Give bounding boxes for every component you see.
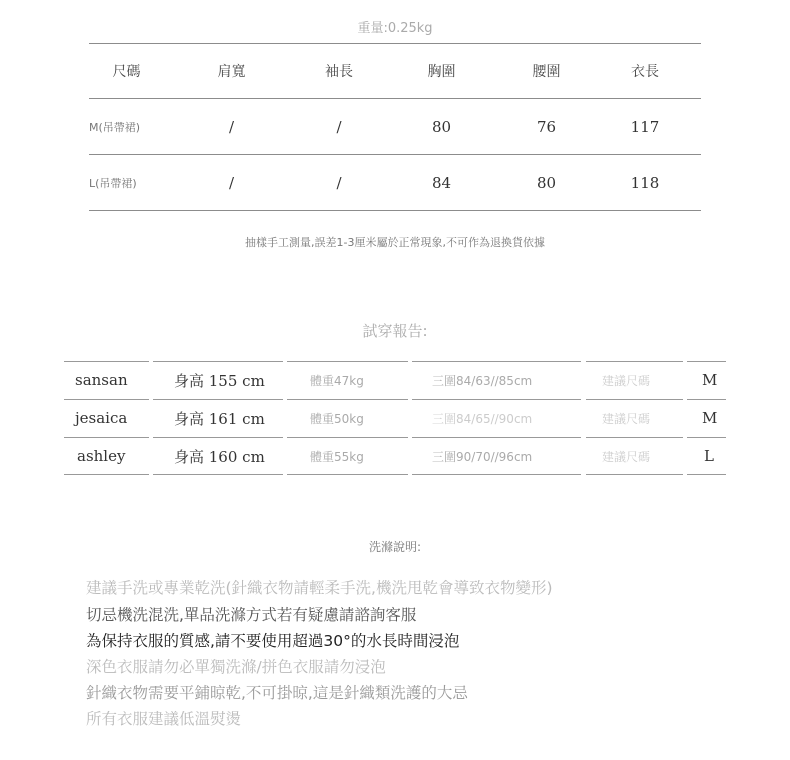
report-suggest-label: 建議尺碼 bbox=[586, 437, 683, 474]
report-weight: 體重47kg bbox=[287, 361, 408, 398]
header-length: 衣長 bbox=[631, 64, 659, 80]
table-row bbox=[89, 99, 701, 155]
row-shoulder: / bbox=[228, 117, 235, 136]
wash-line: 針織衣物需要平鋪晾乾,不可掛晾,這是針織類洗護的大忌 bbox=[86, 684, 468, 702]
report-height: 身高 155 cm bbox=[153, 361, 283, 398]
wash-line: 為保持衣服的質感,請不要使用超過30°的水長時間浸泡 bbox=[86, 632, 460, 650]
report-height: 身高 161 cm bbox=[153, 399, 283, 436]
report-measurements: 三圍84/65//90cm bbox=[412, 399, 581, 436]
row-sleeve: / bbox=[336, 117, 342, 136]
report-title: 試穿報告: bbox=[362, 322, 428, 340]
wash-line: 切忌機洗混洗,單品洗滌方式若有疑慮請諮詢客服 bbox=[86, 606, 417, 624]
row-chest: 84 bbox=[431, 173, 452, 192]
report-size: M bbox=[687, 361, 726, 398]
row-shoulder: / bbox=[228, 173, 235, 192]
header-waist: 腰圍 bbox=[532, 64, 561, 80]
report-measurements: 三圍84/63//85cm bbox=[412, 361, 581, 398]
size-table-header bbox=[89, 44, 701, 99]
row-chest: 80 bbox=[431, 117, 452, 136]
report-size: L bbox=[687, 437, 726, 474]
wash-line: 所有衣服建議低溫熨燙 bbox=[86, 710, 242, 728]
header-sleeve: 袖長 bbox=[325, 64, 353, 80]
report-height: 身高 160 cm bbox=[153, 437, 283, 474]
report-name: ashley bbox=[64, 437, 149, 474]
table-row bbox=[89, 155, 701, 211]
weight-label: 重量:0.25kg bbox=[357, 21, 433, 36]
header-shoulder: 肩寬 bbox=[217, 64, 246, 80]
wash-line: 建議手洗或專業乾洗(針織衣物請輕柔手洗,機洗甩乾會導致衣物變形) bbox=[86, 579, 553, 597]
row-length: 117 bbox=[630, 117, 660, 136]
measure-note: 抽樣手工測量,誤差1-3厘米屬於正常現象,不可作為退換貨依據 bbox=[245, 236, 545, 249]
report-name: jesaica bbox=[64, 399, 149, 436]
wash-title: 洗滌說明: bbox=[368, 540, 422, 554]
report-weight: 體重55kg bbox=[287, 437, 408, 474]
row-size-label: L(吊帶裙) bbox=[89, 176, 137, 190]
row-sleeve: / bbox=[336, 173, 342, 192]
report-measurements: 三圍90/70//96cm bbox=[412, 437, 581, 474]
row-waist: 76 bbox=[536, 117, 557, 136]
row-waist: 80 bbox=[536, 173, 557, 192]
report-size: M bbox=[687, 399, 726, 436]
header-size: 尺碼 bbox=[112, 64, 141, 80]
report-weight: 體重50kg bbox=[287, 399, 408, 436]
header-chest: 胸圍 bbox=[427, 64, 456, 80]
row-length: 118 bbox=[630, 173, 660, 192]
report-suggest-label: 建議尺碼 bbox=[586, 399, 683, 436]
row-size-label: M(吊帶裙) bbox=[89, 120, 141, 134]
wash-line: 深色衣服請勿必單獨洗滌/拼色衣服請勿浸泡 bbox=[86, 658, 386, 676]
size-table bbox=[89, 43, 701, 211]
report-name: sansan bbox=[64, 361, 149, 398]
report-suggest-label: 建議尺碼 bbox=[586, 361, 683, 398]
